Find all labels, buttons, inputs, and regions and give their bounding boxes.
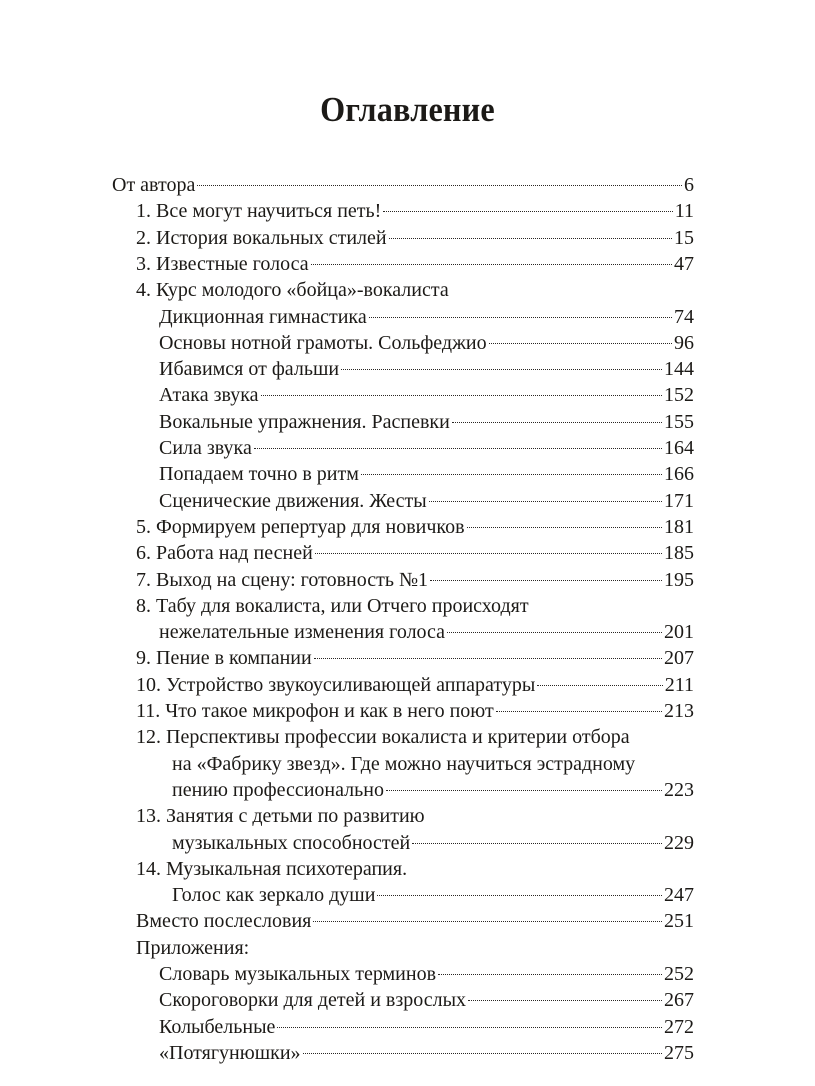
- toc-entry-title: Скороговорки для детей и взрослых: [159, 989, 467, 1012]
- toc-entry-title: «Потягунюшки»: [159, 1041, 301, 1064]
- toc-entry-title: 3. Известные голоса: [136, 252, 309, 275]
- toc-entry-title: нежелательные изменения голоса: [159, 621, 446, 644]
- toc-entry-title: 7. Выход на сцену: готовность №1: [136, 568, 429, 591]
- toc-entry-title: 12. Перспективы профессии вокалиста и критерии отбора: [136, 726, 630, 749]
- toc-entry-title: Сценические движения. Жесты: [159, 489, 427, 512]
- dot-leader: [452, 422, 662, 423]
- toc-entry-title: 11. Что такое микрофон и как в него поют: [136, 700, 494, 722]
- toc-entry: [159, 1014, 694, 1040]
- toc-entry-page: 6: [684, 174, 694, 196]
- dot-leader: [377, 895, 662, 896]
- toc-entry: [136, 856, 694, 882]
- dot-leader: [438, 974, 662, 975]
- page-title: Оглавление: [320, 90, 495, 129]
- toc-entry-title: 14. Музыкальная психотерапия.: [136, 857, 408, 880]
- toc-entry-page: 229: [664, 831, 694, 854]
- toc-entry-title: Основы нотной грамоты. Сольфеджио: [159, 331, 487, 354]
- toc-entry: [136, 724, 694, 750]
- dot-leader: [311, 264, 672, 265]
- toc-entry: [159, 382, 694, 408]
- toc-entry-title: Колыбельные: [159, 1015, 276, 1038]
- toc-entry-page: 207: [664, 647, 694, 670]
- toc-entry-page: 251: [664, 910, 694, 933]
- toc-entry-title: Сила звука: [159, 437, 252, 459]
- toc-entry-title: 5. Формируем репертуар для новичков: [136, 515, 465, 538]
- dot-leader: [389, 238, 672, 239]
- dot-leader: [467, 527, 662, 528]
- toc-entry-title: 13. Занятия с детьми по развитию: [136, 805, 425, 828]
- dot-leader: [361, 474, 662, 475]
- toc-entry-page: 155: [664, 410, 694, 433]
- dot-leader: [489, 343, 672, 344]
- toc-entry-page: 185: [664, 542, 694, 565]
- toc-entry-page: 181: [664, 515, 694, 538]
- toc-entry-title: музыкальных способностей: [172, 831, 411, 854]
- toc-entry-page: 272: [664, 1015, 694, 1038]
- toc-entry-page: 166: [664, 463, 694, 486]
- dot-leader: [386, 790, 662, 791]
- toc-entry-title: 9. Пение в компании: [136, 647, 312, 670]
- toc-entry-page: 144: [664, 358, 694, 381]
- toc-entry-title: 10. Устройство звукоусиливающей аппаратуры: [136, 673, 536, 696]
- toc-entry: [172, 777, 694, 803]
- toc-entry: [136, 908, 694, 934]
- toc-entry-page: 11: [674, 200, 694, 223]
- toc-entry-title: Голос как зеркало души: [172, 884, 376, 907]
- toc-entry-page: 213: [664, 700, 694, 722]
- toc-entry: [159, 304, 694, 330]
- toc-entry: [136, 593, 694, 619]
- toc-entry: [136, 567, 694, 593]
- toc-entry-title: Словарь музыкальных терминов: [159, 963, 437, 985]
- toc-entry-title: 8. Табу для вокалиста, или Отчего происходят: [136, 594, 529, 617]
- toc-entry: [159, 356, 694, 382]
- toc-entry: [159, 488, 694, 514]
- dot-leader: [412, 843, 662, 844]
- dot-leader: [303, 1053, 662, 1054]
- dot-leader: [447, 632, 662, 633]
- toc-entry: [136, 251, 694, 277]
- toc-entry-page: 15: [674, 226, 694, 249]
- toc-entry-page: 195: [664, 568, 694, 591]
- toc-entry-title: на «Фабрику звезд». Где можно научиться эстрадному: [172, 752, 636, 775]
- toc-entry-title: Вокальные упражнения. Распевки: [159, 410, 450, 433]
- toc-entry-title: Вместо послесловия: [136, 910, 312, 933]
- dot-leader: [468, 1000, 662, 1001]
- toc-entry-title: 6. Работа над песней: [136, 542, 313, 565]
- toc-entry-page: 275: [664, 1041, 694, 1064]
- toc-entry-page: 47: [674, 252, 694, 275]
- toc-entry: [172, 882, 694, 908]
- toc-entry: [159, 435, 694, 461]
- toc-entry: [159, 461, 694, 487]
- toc-entry: [112, 172, 694, 198]
- toc-entry-page: 96: [674, 331, 694, 354]
- toc-entry-page: 247: [664, 884, 694, 907]
- dot-leader: [313, 921, 662, 922]
- toc-entry: [136, 935, 694, 961]
- toc-entry-title: 1. Все могут научиться петь!: [136, 200, 382, 223]
- toc-entry-page: 223: [664, 778, 694, 801]
- dot-leader: [383, 211, 672, 212]
- toc-entry: [136, 540, 694, 566]
- dot-leader: [314, 658, 662, 659]
- toc-entry: [159, 619, 694, 645]
- toc-entry: [172, 751, 694, 777]
- dot-leader: [341, 369, 662, 370]
- toc-entry: [136, 698, 694, 724]
- toc-entry: [136, 803, 694, 829]
- toc-entry-page: 201: [664, 621, 694, 644]
- toc-entry-page: 74: [674, 305, 694, 328]
- toc-entry: [159, 987, 694, 1013]
- dot-leader: [537, 685, 662, 686]
- toc-entry-title: Приложения:: [136, 936, 250, 959]
- dot-leader: [429, 501, 662, 502]
- dot-leader: [197, 185, 682, 186]
- toc-entry-title: 2. История вокальных стилей: [136, 226, 387, 249]
- toc-entry: [172, 830, 694, 856]
- toc-entry-title: Ибавимся от фальши: [159, 358, 340, 381]
- toc-entry: [159, 961, 694, 987]
- toc-entry: [136, 645, 694, 671]
- toc-entry: [136, 514, 694, 540]
- toc-entry: [159, 1040, 694, 1066]
- toc-entry: [136, 277, 694, 303]
- toc-entry: [136, 672, 694, 698]
- dot-leader: [496, 711, 662, 712]
- toc-entry-page: 252: [664, 963, 694, 985]
- toc-entry: [136, 198, 694, 224]
- toc-entry-title: пению профессионально: [172, 778, 384, 801]
- dot-leader: [277, 1027, 662, 1028]
- toc-entry-page: 171: [664, 489, 694, 512]
- toc-entry: [159, 330, 694, 356]
- dot-leader: [315, 553, 662, 554]
- dot-leader: [254, 448, 662, 449]
- toc-entry-title: Попадаем точно в ритм: [159, 463, 359, 486]
- toc-entry-page: 152: [664, 384, 694, 407]
- toc-entry: [159, 409, 694, 435]
- toc-entry-title: 4. Курс молодого «бойца»-вокалиста: [136, 279, 449, 302]
- dot-leader: [261, 395, 662, 396]
- toc-entry: [136, 225, 694, 251]
- toc-entry-title: Атака звука: [159, 384, 259, 407]
- toc-entry-page: 267: [664, 989, 694, 1012]
- toc-entry-title: От автора: [112, 174, 196, 196]
- toc-entry-page: 211: [664, 673, 694, 696]
- toc-entry-title: Дикционная гимнастика: [159, 305, 367, 328]
- toc-entry-page: 164: [664, 437, 694, 459]
- dot-leader: [430, 580, 662, 581]
- dot-leader: [369, 317, 672, 318]
